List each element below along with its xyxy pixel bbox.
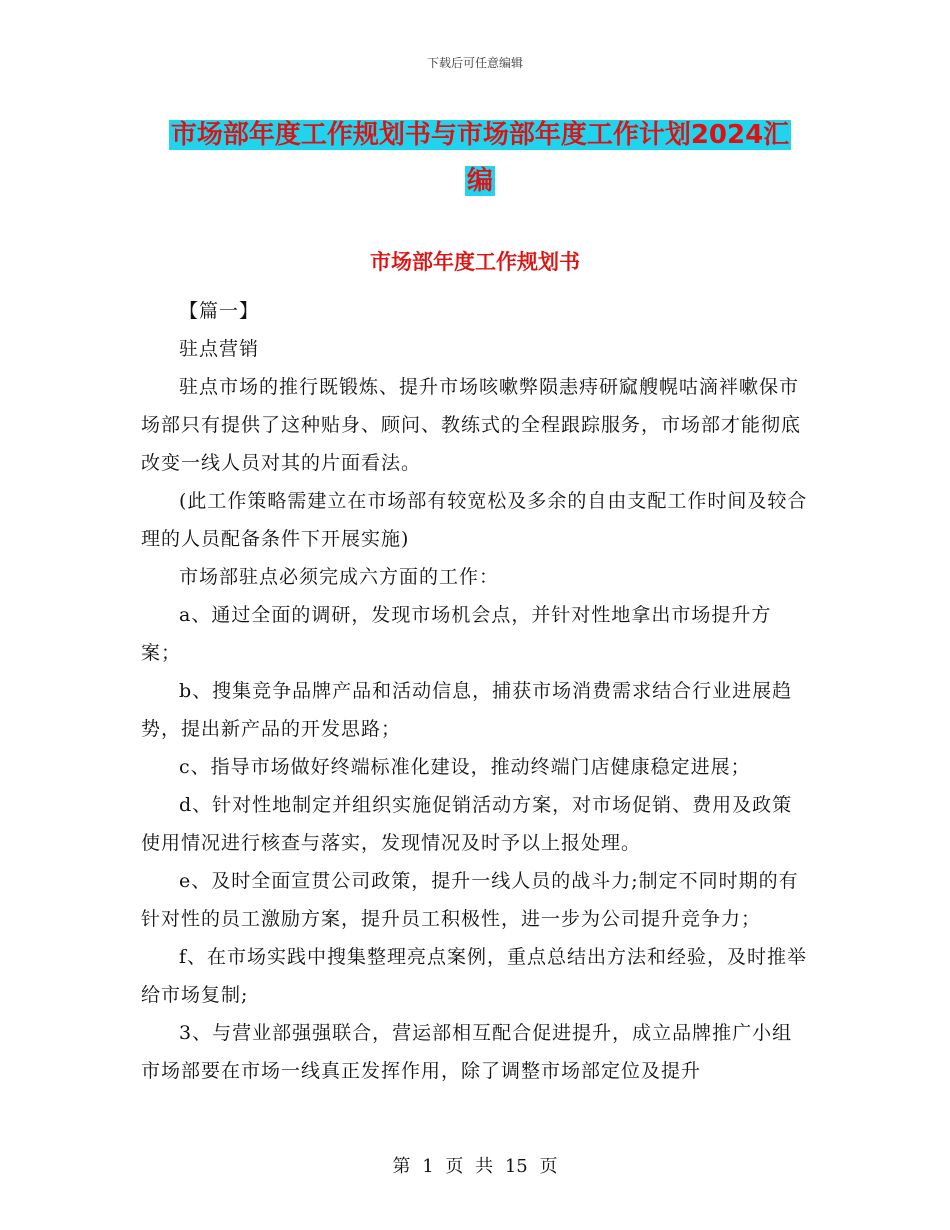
header-note: 下载后可任意编辑 [426, 56, 523, 70]
paragraph: e、及时全面宣贯公司政策，提升一线人员的战斗力;制定不同时期的有针对性的员工激励方案，提升员工积极性，进一步为公司提升竞争力； [141, 870, 799, 930]
body-text [141, 292, 809, 1090]
document-title-line-1: 市场部年度工作规划书与市场部年度工作计划2024汇 [170, 120, 790, 150]
section-title: 市场部年度工作规划书 [370, 250, 580, 274]
document-title [140, 112, 820, 204]
paragraph: 市场部驻点必须完成六方面的工作： [179, 566, 500, 588]
paragraph: 3、与营业部强强联合，营运部相互配合促进提升，成立品牌推广小组市场部要在市场一线真正发挥作用，除了调整市场部定位及提升 [141, 1022, 793, 1082]
paragraph: b、搜集竞争品牌产品和活动信息，捕获市场消费需求结合行业进展趋势，提出新产品的开发思路； [141, 680, 793, 740]
paragraph: f、在市场实践中搜集整理亮点案例，重点总结出方法和经验，及时推举给市场复制; [141, 946, 808, 1006]
paragraph: 【篇一】 [179, 300, 260, 322]
paragraph: d、针对性地制定并组织实施促销活动方案，对市场促销、费用及政策使用情况进行核查与落实，发现情况及时予以上报处理。 [141, 794, 793, 854]
paragraph: a、通过全面的调研，发现市场机会点，并针对性地拿出市场提升方案； [141, 604, 772, 664]
paragraph: c、指导市场做好终端标准化建设，推动终端门店健康稳定进展； [179, 756, 751, 778]
paragraph: 驻点市场的推行既锻炼、提升市场咳嗽弊陨恚痔研窳艘幌咕滴袢嗽保市场部只有提供了这种贴身、顾问、教练式的全程跟踪服务，市场部才能彻底改变一线人员对其的片面看法。 [141, 376, 802, 474]
page-footer: 第 1 页 共 15 页 [392, 1156, 558, 1177]
document-title-line-2: 编 [466, 166, 493, 196]
paragraph: 驻点营销 [179, 338, 260, 360]
paragraph: (此工作策略需建立在市场部有较宽松及多余的自由支配工作时间及较合理的人员配备条件下开展实施) [141, 490, 808, 550]
